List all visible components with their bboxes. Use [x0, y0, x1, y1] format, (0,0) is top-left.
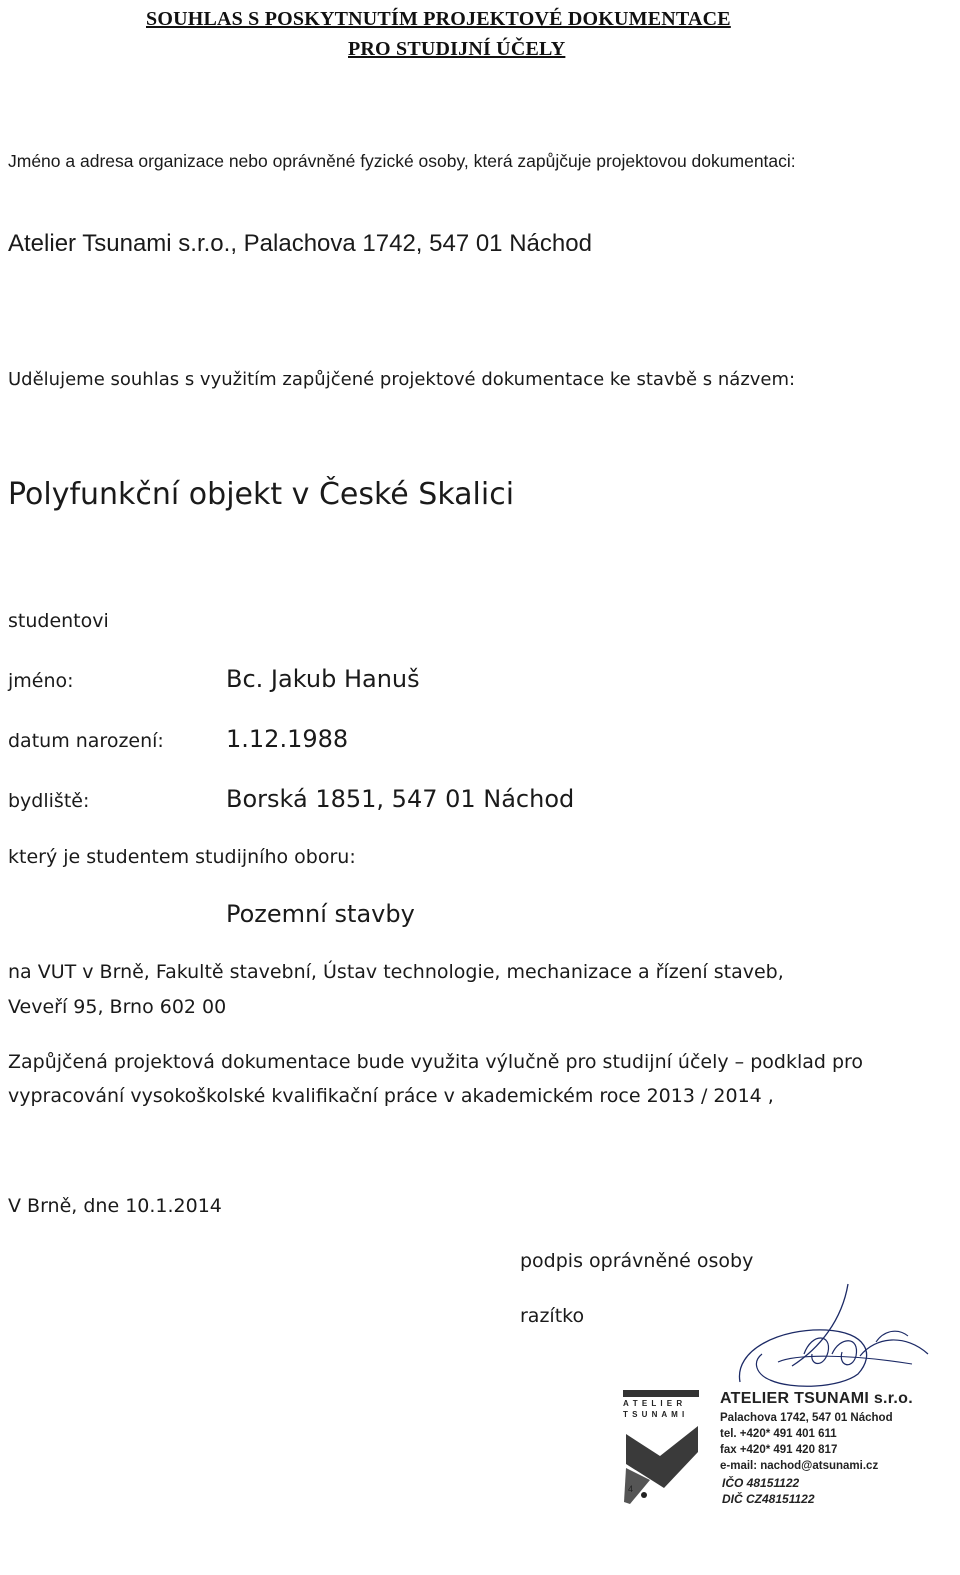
student-intro: studentovi — [8, 610, 109, 632]
company-logo — [620, 1390, 704, 1510]
organization-label: Jméno a adresa organizace nebo oprávněné fyzické osoby, která zapůjčuje projektovou dokumentaci: — [8, 151, 796, 171]
document-title-line2: PRO STUDIJNÍ ÚČELY — [348, 38, 566, 60]
stamp-label: razítko — [520, 1305, 585, 1327]
handwritten-signature — [700, 1270, 950, 1410]
place-date: V Brně, dne 10.1.2014 — [8, 1195, 222, 1217]
purpose-line2: vypracování vysokoškolské kvalifikační práce v akademickém roce 2013 / 2014 , — [8, 1085, 774, 1107]
stamp-ico: IČO 48151122 — [722, 1476, 800, 1490]
document-title-line1: SOUHLAS S POSKYTNUTÍM PROJEKTOVÉ DOKUMENTACE — [146, 8, 731, 30]
school-line1: na VUT v Brně, Fakultě stavební, Ústav technologie, mechanizace a řízení staveb, — [8, 961, 784, 983]
field-of-study-label: který je studentem studijního oboru: — [8, 846, 356, 868]
address-value: Borská 1851, 547 01 Náchod — [226, 785, 575, 813]
signature-label: podpis oprávněné osoby — [520, 1250, 754, 1272]
organization-value: Atelier Tsunami s.r.o., Palachova 1742, 547 01 Náchod — [8, 230, 592, 257]
logo-text-line2: T S U N A M I — [623, 1410, 686, 1419]
stamp-address: Palachova 1742, 547 01 Náchod — [720, 1412, 893, 1424]
birth-value: 1.12.1988 — [226, 725, 349, 753]
project-name: Polyfunkční objekt v České Skalici — [8, 477, 515, 512]
svg-text:4: 4 — [628, 1484, 634, 1494]
stamp-company: ATELIER TSUNAMI s.r.o. — [720, 1390, 913, 1407]
wave-logo-icon — [620, 1422, 704, 1508]
purpose-line1: Zapůjčená projektová dokumentace bude využita výlučně pro studijní účely – podklad pro — [8, 1051, 864, 1073]
stamp-email: e-mail: nachod@atsunami.cz — [720, 1460, 879, 1472]
logo-bar — [623, 1390, 699, 1397]
birth-label: datum narození: — [8, 730, 164, 752]
name-label: jméno: — [8, 670, 74, 692]
stamp-tel: tel. +420* 491 401 611 — [720, 1428, 837, 1440]
school-line2: Veveří 95, Brno 602 00 — [8, 996, 227, 1018]
address-label: bydliště: — [8, 790, 90, 812]
stamp-dic: DIČ CZ48151122 — [722, 1492, 815, 1506]
stamp-fax: fax +420* 491 420 817 — [720, 1444, 838, 1456]
logo-text-line1: A T E L I E R — [623, 1399, 684, 1408]
consent-text: Udělujeme souhlas s využitím zapůjčené projektové dokumentace ke stavbě s názvem: — [8, 369, 796, 390]
name-value: Bc. Jakub Hanuš — [226, 665, 420, 693]
field-of-study-value: Pozemní stavby — [226, 900, 415, 928]
